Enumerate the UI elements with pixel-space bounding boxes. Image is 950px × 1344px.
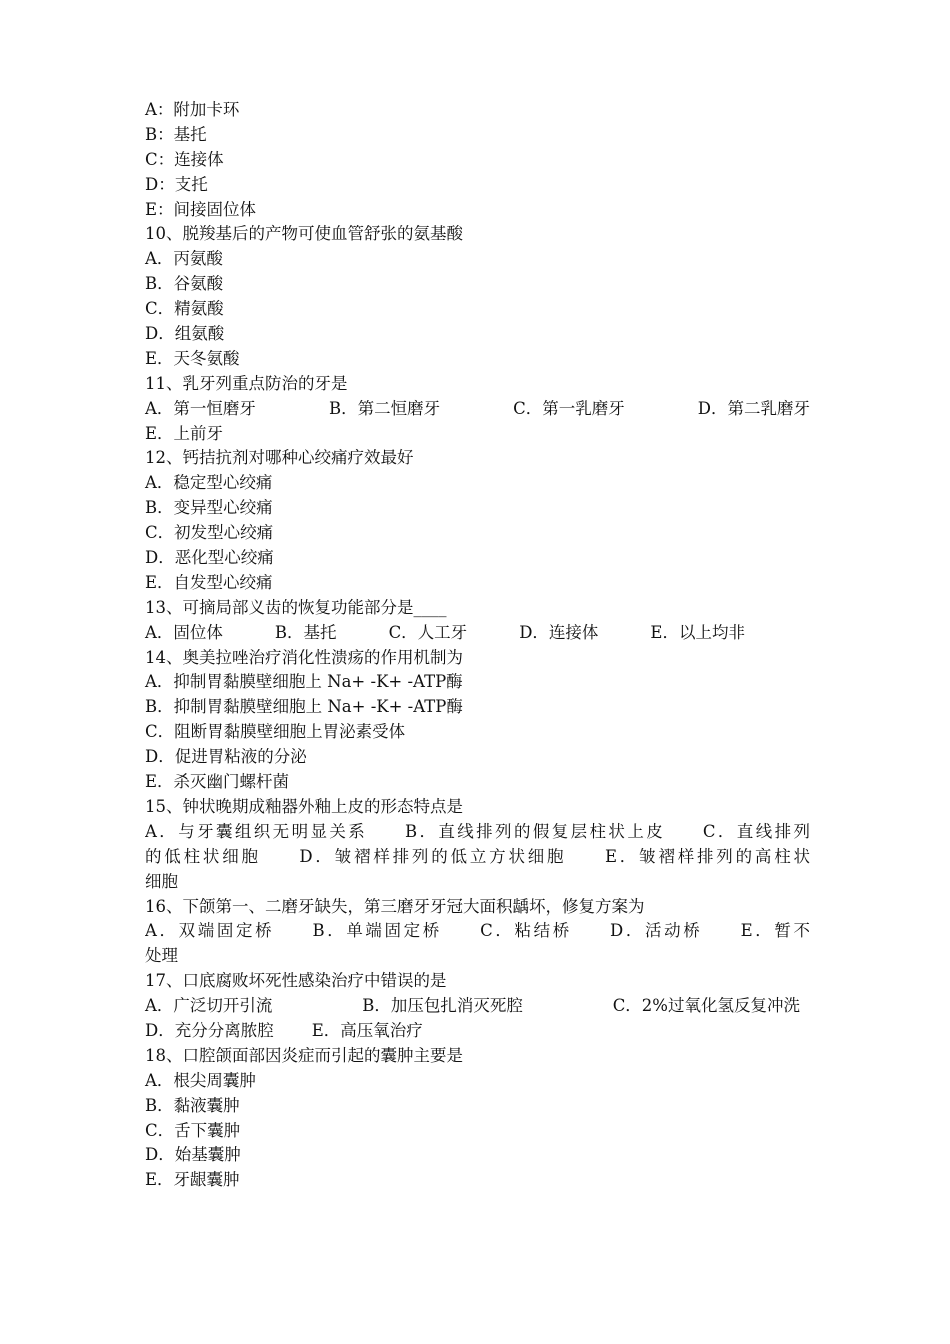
option-line: A．稳定型心绞痛 [145,473,273,493]
option-item: B．第二恒磨牙 [328,398,441,418]
option-item: A．第一恒磨牙 [145,398,256,418]
option-item: C．第一乳磨牙 [513,398,625,418]
option-item: E．以上均非 [650,622,745,642]
option-item: E．高压氧治疗 [311,1020,423,1040]
options-row [145,994,800,1019]
option-line: D．促进胃粘液的分泌 [145,747,307,767]
option-item: D．充分分离脓腔 [145,1020,274,1040]
option-text-line: 细胞 [145,871,178,891]
option-text-line: A．与牙囊组织无明显关系 B．直线排列的假复层柱状上皮 C．直线排列 [145,821,810,841]
option-text-line: 的低柱状细胞 D．皱褶样排列的低立方状细胞 E．皱褶样排列的高柱状 [145,846,810,866]
option-text-line: A．双端固定桥 B．单端固定桥 C．粘结桥 D．活动桥 E．暂不 [145,921,810,941]
option-line: E．牙龈囊肿 [145,1170,240,1190]
option-line: A．丙氨酸 [145,249,223,269]
question-stem: 14、奥美拉唑治疗消化性溃疡的作用机制为 [145,647,463,667]
option-line: C．舌下囊肿 [145,1120,241,1140]
option-line: E．自发型心绞痛 [145,572,273,592]
question-stem: 17、口底腐败坏死性感染治疗中错误的是 [145,971,447,991]
option-item: B．加压包扎消灭死腔 [362,996,523,1016]
option-line: E．上前牙 [145,423,224,443]
question-stem: 11、乳牙列重点防治的牙是 [145,373,348,393]
option-item: C．人工牙 [388,622,468,642]
option-text-line: 处理 [145,946,178,966]
option-line: A．抑制胃黏膜壁细胞上 Na+ -K+ -ATP酶 [145,672,463,692]
option-item: D．第二乳磨牙 [697,398,810,418]
question-stem: 16、下颌第一、二磨牙缺失，第三磨牙牙冠大面积龋坏，修复方案为 [145,896,645,916]
option-line: B．谷氨酸 [145,274,224,294]
option-line: D．始基囊肿 [145,1145,241,1165]
question-stem: 10、脱羧基后的产物可使血管舒张的氨基酸 [145,224,463,244]
option-line: C．阻断胃黏膜壁细胞上胃泌素受体 [145,722,406,742]
option-line: C：连接体 [145,149,224,169]
options-row [145,1019,810,1044]
option-item: A．广泛切开引流 [145,996,273,1016]
option-line: C．初发型心绞痛 [145,523,274,543]
options-row [145,621,745,646]
question-stem: 12、钙拮抗剂对哪种心绞痛疗效最好 [145,448,414,468]
question-stem: 13、可摘局部义齿的恢复功能部分是____ [145,597,447,617]
option-line: B．黏液囊肿 [145,1095,240,1115]
option-line: B．变异型心绞痛 [145,498,273,518]
option-line: E．杀灭幽门螺杆菌 [145,772,290,792]
option-line: A：附加卡环 [145,100,240,119]
option-line: A．根尖周囊肿 [145,1070,256,1090]
option-line: D：支托 [145,174,208,194]
options-row [145,397,810,422]
option-line: B．抑制胃黏膜壁细胞上 Na+ -K+ -ATP酶 [145,697,463,717]
option-line: E：间接固位体 [145,199,257,219]
question-stem: 18、口腔颌面部因炎症而引起的囊肿主要是 [145,1045,463,1065]
option-line: E．天冬氨酸 [145,348,240,368]
question-stem: 15、钟状晚期成釉器外釉上皮的形态特点是 [145,796,463,816]
option-line: C．精氨酸 [145,299,224,319]
option-item: B．基托 [274,622,337,642]
option-item: C．2%过氧化氢反复冲洗 [612,996,800,1016]
option-item: D．连接体 [519,622,599,642]
option-line: B：基托 [145,124,207,144]
option-line: D．恶化型心绞痛 [145,548,274,568]
option-item: A．固位体 [145,622,223,642]
option-line: D．组氨酸 [145,324,225,344]
document-page [145,98,810,1193]
